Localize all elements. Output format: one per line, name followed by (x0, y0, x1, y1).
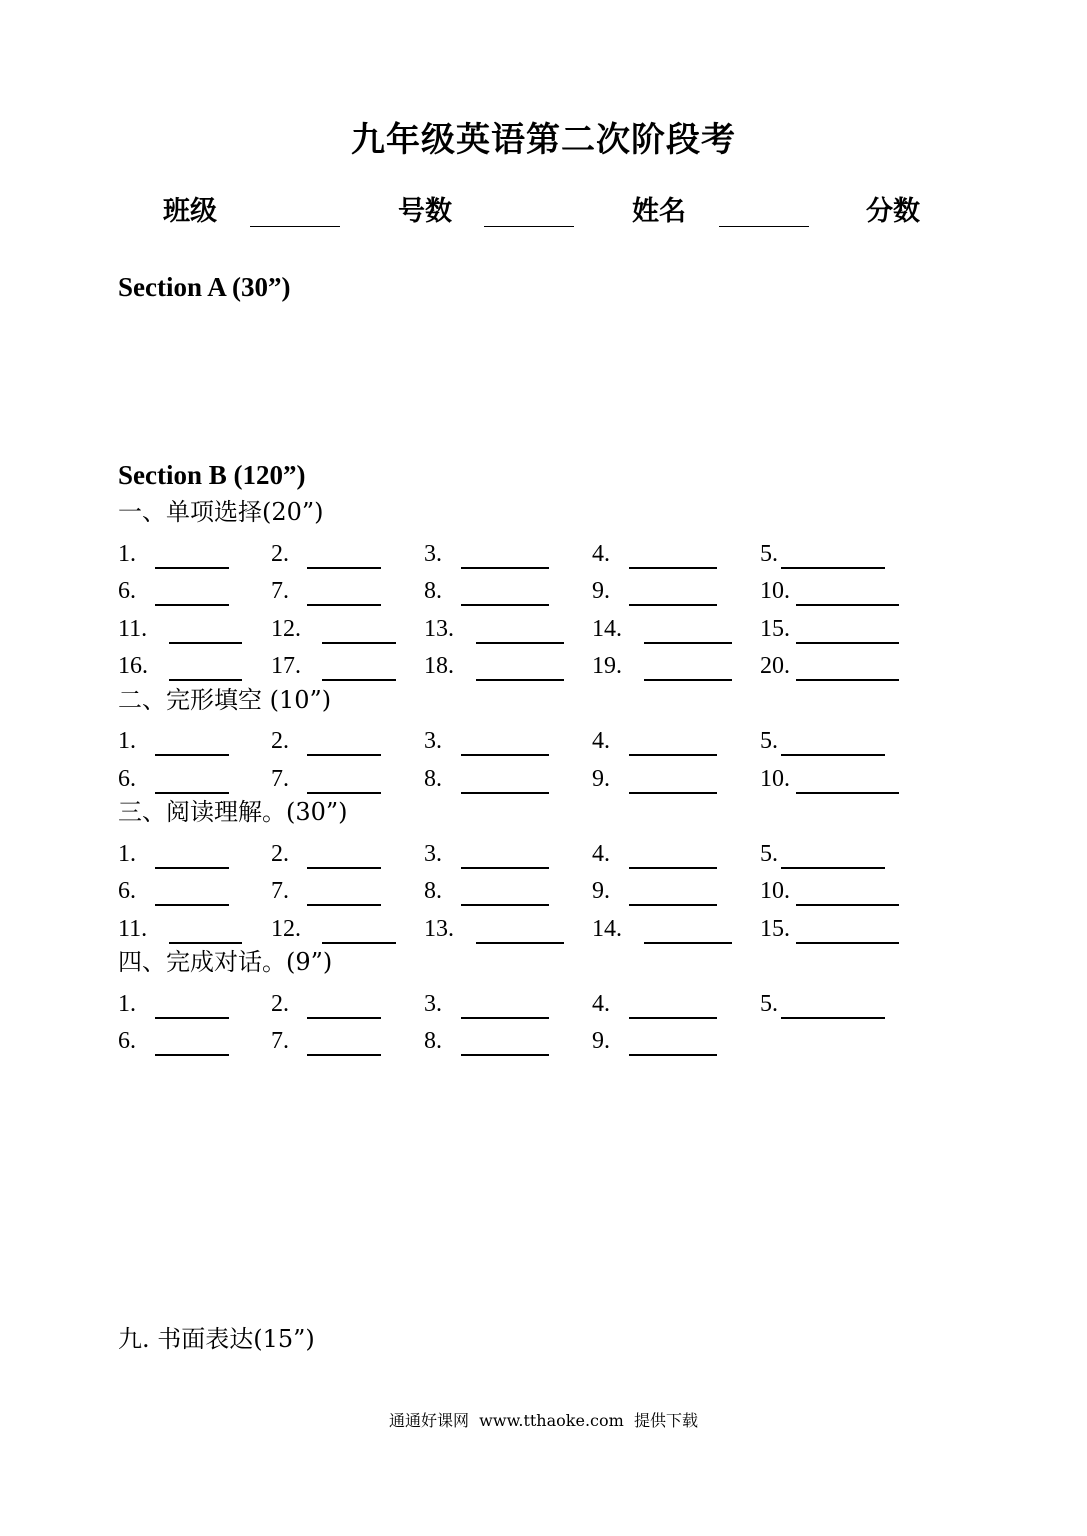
question-number: 17. (271, 653, 301, 679)
answer-blank[interactable] (461, 604, 549, 606)
answer-row (0, 876, 1087, 912)
question-number: 15. (760, 615, 790, 642)
part-heading: 三、阅读理解。(30”) (118, 798, 348, 826)
answer-blank[interactable] (155, 1054, 229, 1056)
question-number: 3. (424, 728, 442, 754)
question-number: 18. (424, 653, 454, 679)
question-number: 6. (118, 765, 136, 792)
question-number: 15. (760, 915, 790, 942)
question-number: 8. (424, 765, 442, 792)
answer-row (0, 726, 1087, 762)
answer-blank[interactable] (796, 679, 899, 681)
answer-blank[interactable] (155, 567, 229, 569)
writing-heading: 九. 书面表达(15”) (118, 1325, 315, 1353)
question-number: 3. (424, 990, 442, 1017)
question-number: 9. (592, 765, 610, 792)
answer-blank[interactable] (781, 754, 885, 756)
answer-blank[interactable] (307, 1017, 381, 1019)
answer-blank[interactable] (461, 1054, 549, 1056)
answer-blank[interactable] (307, 1054, 381, 1056)
answer-blank[interactable] (307, 604, 381, 606)
answer-row (0, 839, 1087, 875)
answer-blank[interactable] (461, 567, 549, 569)
answer-blank[interactable] (307, 792, 381, 794)
question-number: 13. (424, 615, 454, 642)
question-number: 6. (118, 1028, 136, 1054)
answer-blank[interactable] (629, 867, 717, 869)
answer-row (0, 989, 1087, 1025)
question-number: 2. (271, 990, 289, 1017)
answer-blank[interactable] (169, 679, 242, 681)
answer-blank[interactable] (461, 867, 549, 869)
name-blank[interactable] (719, 226, 809, 227)
question-number: 9. (592, 578, 610, 604)
question-number: 14. (592, 915, 622, 942)
question-number: 8. (424, 578, 442, 604)
question-number: 10. (760, 578, 790, 604)
section-b-heading: Section B (120”) (118, 460, 306, 490)
question-number: 12. (271, 915, 301, 942)
question-number: 6. (118, 878, 136, 904)
answer-blank[interactable] (796, 604, 899, 606)
seat-number-blank[interactable] (484, 226, 574, 227)
answer-blank[interactable] (322, 642, 396, 644)
score-label: 分数 (866, 196, 920, 227)
answer-blank[interactable] (155, 792, 229, 794)
question-number: 4. (592, 990, 610, 1017)
part-heading: 一、单项选择(20”) (118, 498, 324, 526)
question-number: 4. (592, 728, 610, 754)
answer-blank[interactable] (155, 604, 229, 606)
answer-blank[interactable] (796, 792, 899, 794)
answer-row (0, 576, 1087, 612)
question-number: 9. (592, 1028, 610, 1054)
answer-blank[interactable] (461, 792, 549, 794)
student-info-row (0, 194, 1087, 234)
question-number: 10. (760, 765, 790, 792)
question-number: 7. (271, 765, 289, 792)
answer-row (0, 651, 1087, 687)
answer-blank[interactable] (461, 904, 549, 906)
answer-blank[interactable] (629, 754, 717, 756)
question-number: 5. (760, 728, 778, 754)
answer-blank[interactable] (155, 754, 229, 756)
question-number: 13. (424, 915, 454, 942)
answer-row (0, 539, 1087, 575)
question-number: 8. (424, 878, 442, 904)
answer-blank[interactable] (781, 867, 885, 869)
answer-blank[interactable] (307, 567, 381, 569)
question-number: 10. (760, 878, 790, 904)
answer-blank[interactable] (307, 904, 381, 906)
question-number: 2. (271, 728, 289, 754)
answer-blank[interactable] (644, 679, 732, 681)
answer-blank[interactable] (629, 567, 717, 569)
question-number: 11. (118, 615, 148, 642)
answer-blank[interactable] (796, 904, 899, 906)
question-number: 3. (424, 840, 442, 867)
footer-credit: 通通好课网 www.tthaoke.com 提供下载 (389, 1411, 698, 1430)
answer-blank[interactable] (461, 1017, 549, 1019)
question-number: 2. (271, 840, 289, 867)
answer-blank[interactable] (629, 792, 717, 794)
question-number: 1. (118, 540, 136, 567)
question-number: 3. (424, 540, 442, 567)
answer-blank[interactable] (629, 1017, 717, 1019)
question-number: 2. (271, 540, 289, 567)
answer-blank[interactable] (476, 942, 564, 944)
answer-blank[interactable] (169, 942, 242, 944)
class-label: 班级 (163, 196, 217, 227)
seat-number-label: 号数 (398, 196, 452, 227)
section-a-heading: Section A (30”) (118, 272, 291, 302)
answer-blank[interactable] (461, 754, 549, 756)
question-number: 6. (118, 578, 136, 604)
answer-blank[interactable] (322, 679, 396, 681)
answer-blank[interactable] (155, 867, 229, 869)
answer-blank[interactable] (796, 642, 899, 644)
question-number: 7. (271, 1028, 289, 1054)
page-title: 九年级英语第二次阶段考 (351, 120, 736, 160)
question-number: 12. (271, 615, 301, 642)
answer-blank[interactable] (781, 1017, 885, 1019)
question-number: 8. (424, 1028, 442, 1054)
question-number: 5. (760, 990, 778, 1017)
answer-row (0, 614, 1087, 650)
question-number: 7. (271, 878, 289, 904)
answer-blank[interactable] (169, 642, 242, 644)
answer-blank[interactable] (307, 867, 381, 869)
answer-row (0, 1026, 1087, 1062)
question-number: 5. (760, 840, 778, 867)
answer-blank[interactable] (155, 1017, 229, 1019)
answer-row (0, 764, 1087, 800)
answer-blank[interactable] (796, 942, 899, 944)
name-label: 姓名 (632, 196, 686, 227)
answer-blank[interactable] (476, 679, 564, 681)
question-number: 9. (592, 878, 610, 904)
question-number: 1. (118, 990, 136, 1017)
question-number: 11. (118, 915, 148, 942)
question-number: 14. (592, 615, 622, 642)
question-number: 4. (592, 540, 610, 567)
question-number: 1. (118, 840, 136, 867)
answer-blank[interactable] (629, 1054, 717, 1056)
part-heading: 二、完形填空 (10”) (118, 685, 332, 714)
answer-blank[interactable] (644, 942, 732, 944)
question-number: 5. (760, 540, 778, 567)
answer-blank[interactable] (476, 642, 564, 644)
question-number: 1. (118, 728, 136, 754)
answer-blank[interactable] (629, 904, 717, 906)
answer-blank[interactable] (322, 942, 396, 944)
class-blank[interactable] (250, 226, 340, 227)
answer-row (0, 914, 1087, 950)
answer-blank[interactable] (307, 754, 381, 756)
part-heading: 四、完成对话。(9”) (118, 948, 333, 976)
answer-blank[interactable] (155, 904, 229, 906)
answer-blank[interactable] (629, 604, 717, 606)
question-number: 16. (118, 653, 148, 679)
question-number: 7. (271, 578, 289, 604)
answer-blank[interactable] (781, 567, 885, 569)
question-number: 19. (592, 653, 622, 679)
question-number: 4. (592, 840, 610, 867)
answer-blank[interactable] (644, 642, 732, 644)
question-number: 20. (760, 653, 790, 679)
